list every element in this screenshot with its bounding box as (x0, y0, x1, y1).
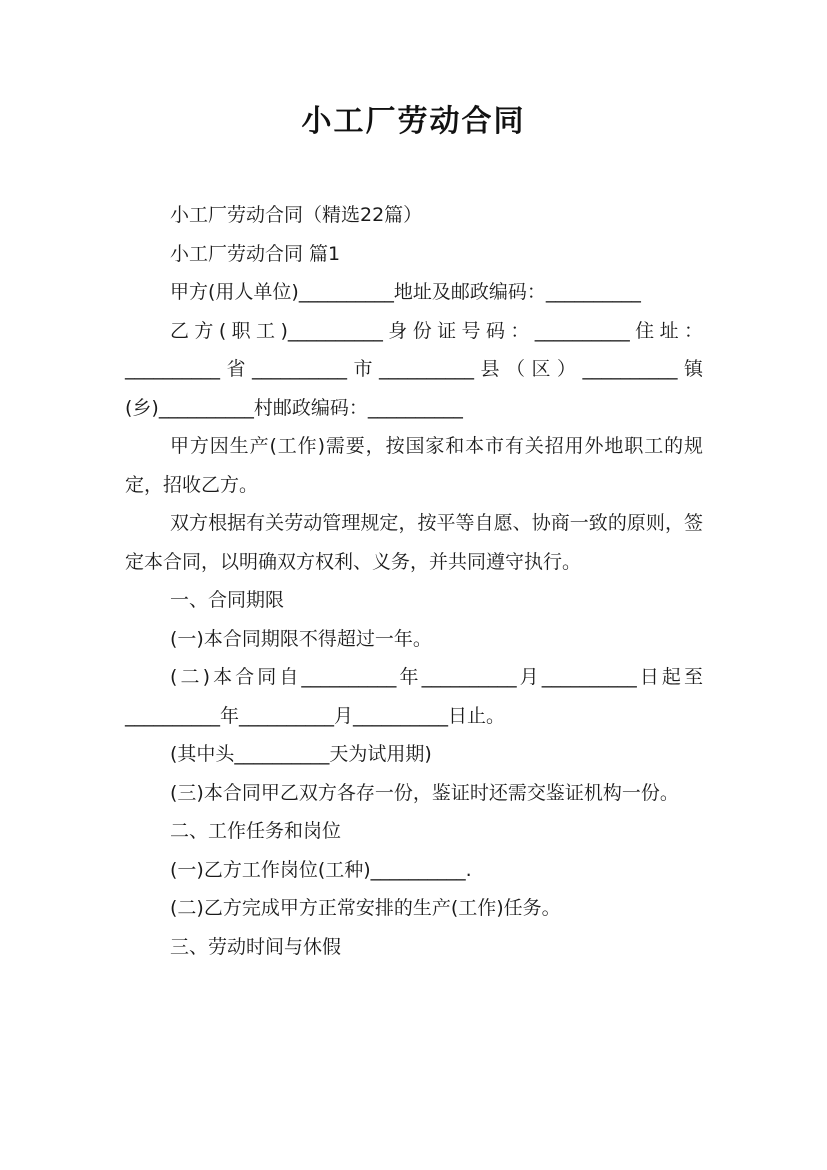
agreement-paragraph: 双方根据有关劳动管理规定，按平等自愿、协商一致的原则，签定本合同，以明确双方权利、义务，并共同遵守执行。 (125, 512, 703, 573)
section-heading-term: 一、合同期限 (170, 589, 285, 611)
contract-heading: 小工厂劳动合同 篇1 (170, 242, 341, 265)
document-body (125, 196, 703, 966)
clause-copies: (三)本合同甲乙双方各存一份，鉴证时还需交鉴证机构一份。 (170, 781, 679, 804)
section-heading-duties: 二、工作任务和岗位 (170, 820, 342, 842)
recruitment-paragraph: 甲方因生产(工作)需要，按国家和本市有关招用外地职工的规定，招收乙方。 (125, 435, 703, 496)
clause-probation: (其中头__________天为试用期) (170, 743, 432, 765)
clause-tasks: (二)乙方完成甲方正常安排的生产(工作)任务。 (170, 897, 561, 919)
collection-heading: 小工厂劳动合同（精选22篇） (170, 204, 423, 226)
party-a-line: 甲方(用人单位)__________地址及邮政编码：__________ (170, 281, 641, 303)
clause-position: (一)乙方工作岗位(工种)__________. (170, 858, 472, 881)
clause-term-limit: (一)本合同期限不得超过一年。 (170, 627, 432, 650)
clause-term-dates: (二)本合同自__________年__________月__________日起至__________年__________月__________日止。 (125, 666, 703, 727)
section-heading-hours: 三、劳动时间与休假 (170, 935, 342, 958)
party-b-paragraph: 乙方(职工)__________身份证号码：__________住址：__________省__________市__________县（区）__________镇(乡)__________村邮政编码：__________ (125, 319, 703, 419)
document-title: 小工厂劳动合同 (301, 104, 526, 139)
